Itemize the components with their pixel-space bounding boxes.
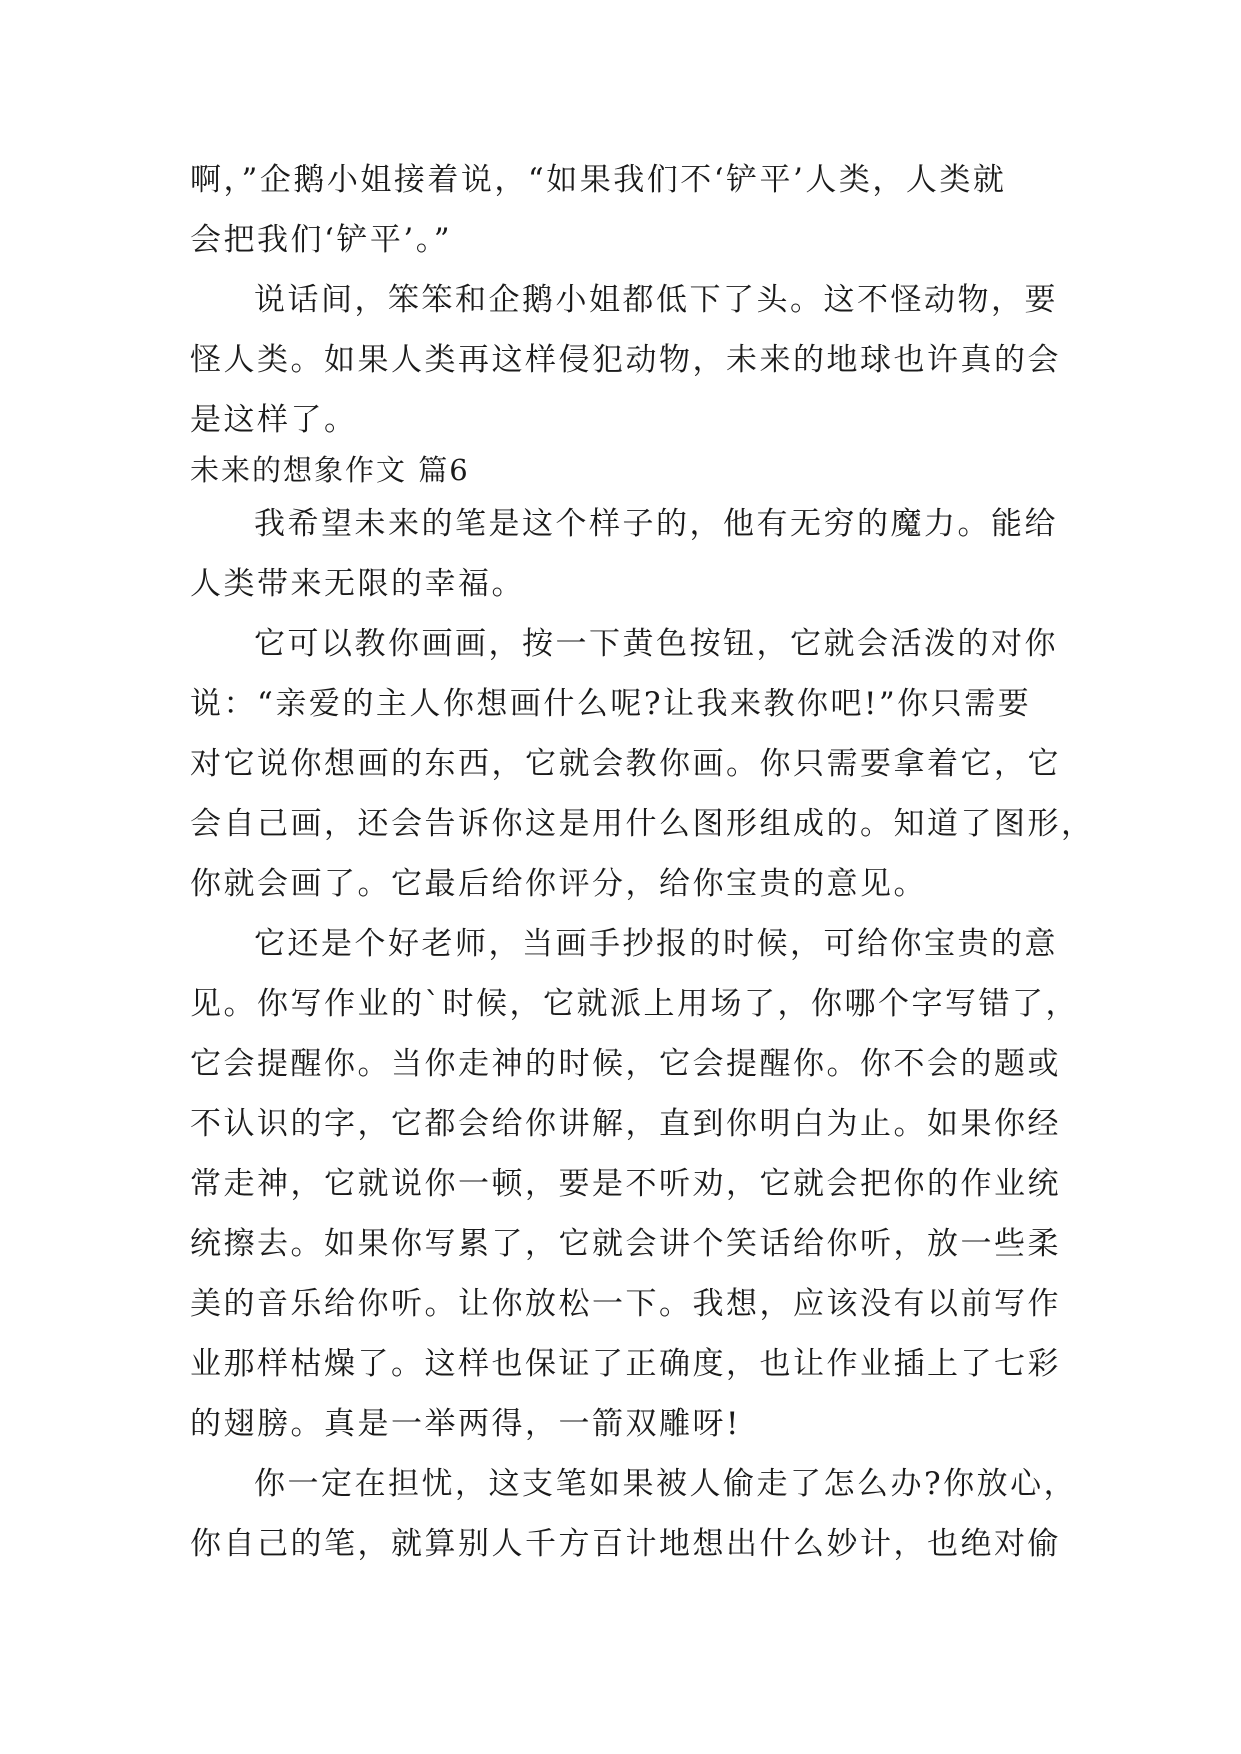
- text-line: 说话间，笨笨和企鹅小姐都低下了头。这不怪动物，要: [254, 282, 1058, 318]
- paragraph: [190, 270, 1061, 450]
- text-line: 统擦去。如果你写累了，它就会讲个笑话给你听，放一些柔: [190, 1226, 1061, 1262]
- text-line: 怪人类。如果人类再这样侵犯动物，未来的地球也许真的会: [190, 342, 1061, 378]
- section-heading: 未来的想象作文 篇6: [190, 453, 470, 487]
- paragraph: [190, 494, 1058, 614]
- document-page: [190, 150, 1095, 1574]
- text-line: 会把我们‘铲平’。”: [190, 222, 453, 258]
- text-line: 的翅膀。真是一举两得，一箭双雕呀!: [190, 1406, 741, 1442]
- text-line: 业那样枯燥了。这样也保证了正确度，也让作业插上了七彩: [190, 1346, 1061, 1382]
- text-line: 你一定在担忧，这支笔如果被人偷走了怎么办?你放心，: [254, 1466, 1078, 1502]
- text-line: 不认识的字，它都会给你讲解，直到你明白为止。如果你经: [190, 1106, 1061, 1142]
- text-line: 说：“亲爱的主人你想画什么呢?让我来教你吧!”你只需要: [190, 686, 1032, 722]
- paragraph: [190, 614, 1095, 914]
- text-line: 它还是个好老师，当画手抄报的时候，可给你宝贵的意: [254, 926, 1058, 962]
- text-line: 是这样了。: [190, 402, 358, 438]
- text-line: 对它说你想画的东西，它就会教你画。你只需要拿着它，它: [190, 746, 1061, 782]
- text-line: 啊，”企鹅小姐接着说，“如果我们不‘铲平’人类，人类就: [190, 162, 1007, 198]
- text-line: 你就会画了。它最后给你评分，给你宝贵的意见。: [190, 866, 927, 902]
- text-line: 常走神，它就说你一顿，要是不听劝，它就会把你的作业统: [190, 1166, 1061, 1202]
- text-line: 它会提醒你。当你走神的时候，它会提醒你。你不会的题或: [190, 1046, 1061, 1082]
- paragraph: [190, 1454, 1078, 1574]
- text-line: 会自己画，还会告诉你这是用什么图形组成的。知道了图形，: [190, 806, 1095, 842]
- text-line: 我希望未来的笔是这个样子的，他有无穷的魔力。能给: [254, 506, 1058, 542]
- text-line: 见。你写作业的`时候，它就派上用场了，你哪个字写错了，: [190, 986, 1079, 1022]
- text-line: 它可以教你画画，按一下黄色按钮，它就会活泼的对你: [254, 626, 1058, 662]
- paragraph: [190, 150, 1052, 270]
- paragraph: [190, 914, 1079, 1454]
- text-line: 你自己的笔，就算别人千方百计地想出什么妙计，也绝对偷: [190, 1526, 1061, 1562]
- text-line: 人类带来无限的幸福。: [190, 566, 525, 602]
- text-line: 美的音乐给你听。让你放松一下。我想，应该没有以前写作: [190, 1286, 1061, 1322]
